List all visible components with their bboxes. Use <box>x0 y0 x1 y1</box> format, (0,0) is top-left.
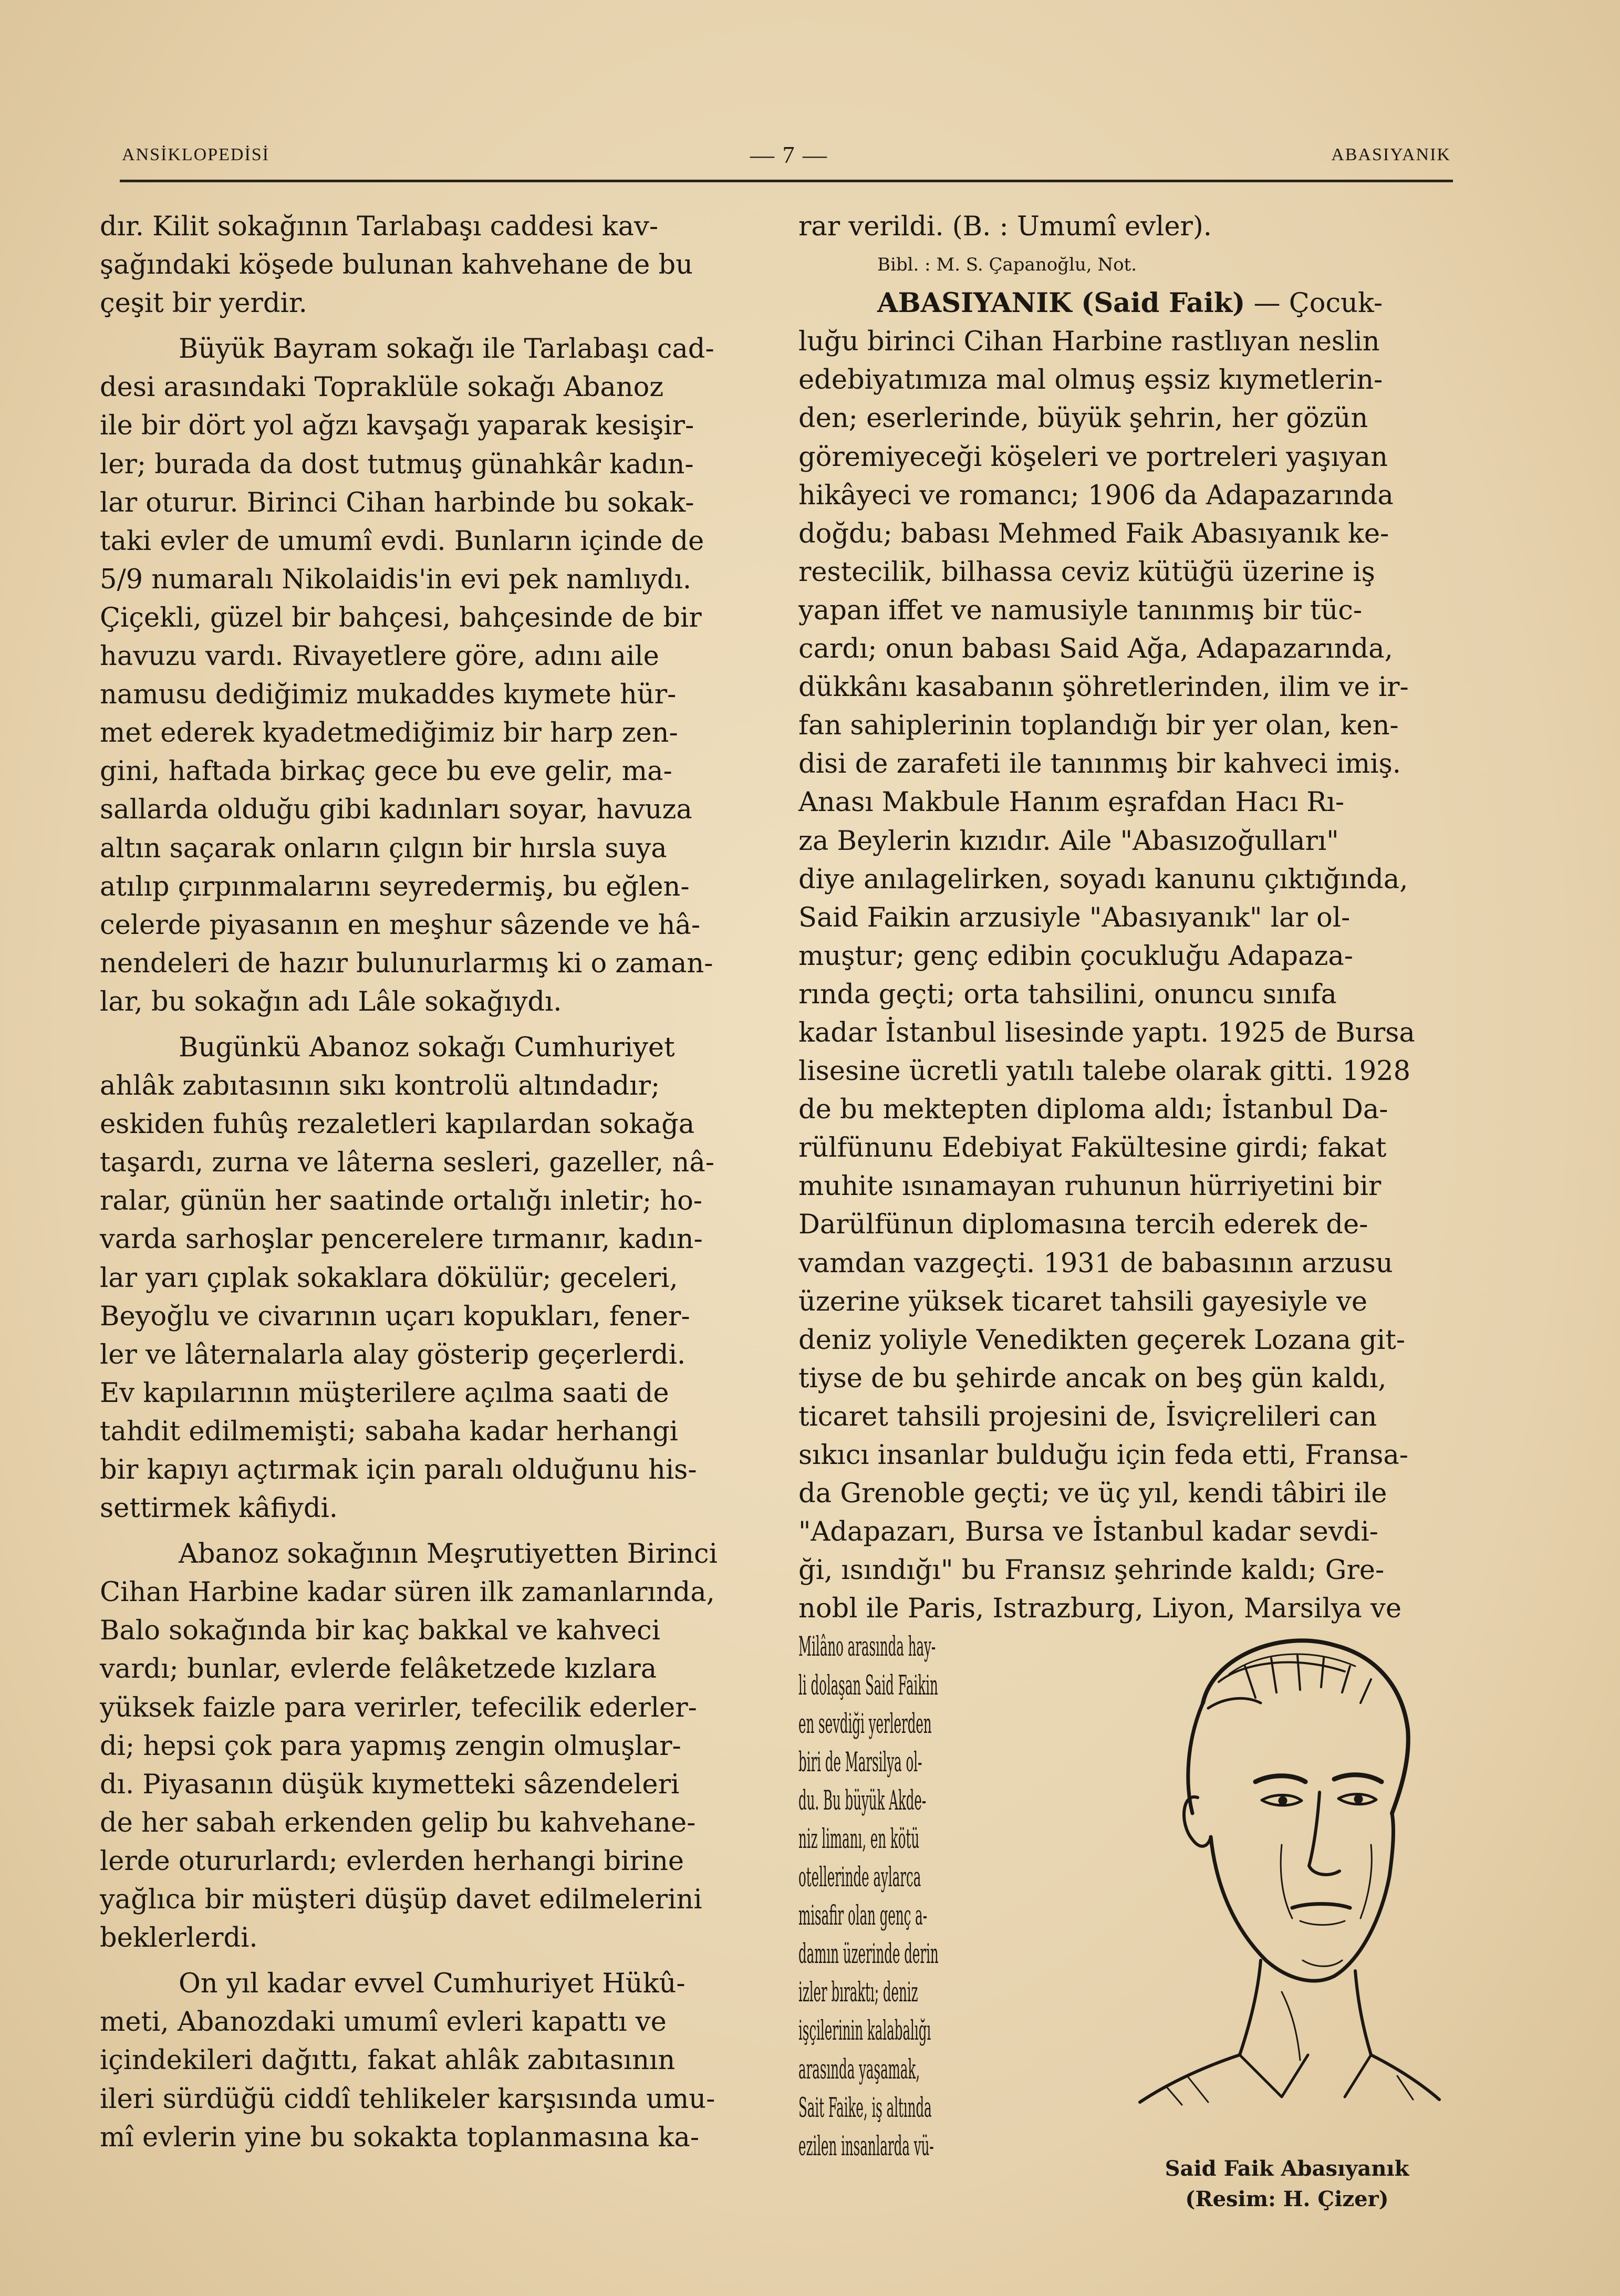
text-line: vamdan vazgeçti. 1931 de babasının arzusu <box>798 1248 1393 1279</box>
text-line: mî evlerin yine bu sokakta toplanmasına ka- <box>100 2122 700 2153</box>
text-line: Balo sokağında bir kaç bakkal ve kahveci <box>100 1615 661 1647</box>
caption-line-credit: (Resim: H. Çizer) <box>1185 2187 1389 2211</box>
entry-first-line <box>798 284 1455 323</box>
text-line: Ev kapılarının müşterilere açılma saati de <box>100 1377 669 1409</box>
text-line: rar verildi. (B. : Umumî evler). <box>798 211 1212 242</box>
text-line: celerde piyasanın en meşhur sâzende ve hâ- <box>100 909 701 941</box>
text-line: tiyse de bu şehirde ancak on beş gün kaldı, <box>798 1363 1387 1394</box>
text-line: arasında yaşamak, <box>798 2054 920 2085</box>
text-line: 5/9 numaralı Nikolaidis'in evi pek namlıydı. <box>100 564 692 595</box>
text-line: lar oturur. Birinci Cihan harbinde bu sokak- <box>100 487 694 518</box>
text-line: namusu dediğimiz mukaddes kıymete hür- <box>100 679 677 711</box>
text-line: edebiyatımıza mal olmuş eşsiz kıymetlerin- <box>798 365 1383 396</box>
text-line: Sait Faike, iş altında <box>798 2092 932 2124</box>
text-line: rında geçti; orta tahsilini, onuncu sınıfa <box>798 979 1337 1010</box>
text-line: lisesine ücretli yatılı talebe olarak gitti. 1928 <box>798 1056 1411 1087</box>
text-line: da Grenoble geçti; ve üç yıl, kendi tâbiri ile <box>798 1478 1387 1510</box>
text-line: restecilik, bilhassa ceviz kütüğü üzerine iş <box>798 556 1375 588</box>
text-line: ileri sürdüğü ciddî tehlikeler karşısında umu- <box>100 2083 715 2115</box>
text-line: muştur; genç edibin çocukluğu Adapaza- <box>798 940 1353 972</box>
text-line: damın üzerinde derin <box>798 1939 939 1970</box>
text-line: ile bir dört yol ağzı kavşağı yaparak kesişir- <box>100 410 694 442</box>
text-line: za Beylerin kızıdır. Aile "Abasızoğulları" <box>798 825 1339 857</box>
text-line: taşardı, zurna ve lâterna sesleri, gazeller, nâ- <box>100 1147 714 1179</box>
text-line: ezilen insanlarda vü- <box>798 2131 934 2162</box>
text-line: izler bıraktı; deniz <box>798 1977 918 2009</box>
entry-first-line-rest: — Çocuk- <box>1245 288 1383 319</box>
text-line: On yıl kadar evvel Cumhuriyet Hükû- <box>179 1968 686 2000</box>
text-line: misafir olan genç a- <box>798 1900 928 1932</box>
text-line: taki evler de umumî evdi. Bunların içinde de <box>100 525 704 557</box>
text-line: ler ve lâternalarla alay gösterip geçerlerdi. <box>100 1339 686 1370</box>
text-line: rülfünunu Edebiyat Fakültesine girdi; fakat <box>798 1133 1387 1164</box>
text-line: yapan iffet ve namusiyle tanınmış bir tüc- <box>798 595 1363 626</box>
text-line: ralar, günün her saatinde ortalığı inletir; ho- <box>100 1186 703 1217</box>
text-line: dükkânı kasabanın şöhretlerinden, ilim ve ir- <box>798 672 1409 703</box>
text-line: muhite ısınamayan ruhunun hürriyetini bir <box>798 1171 1382 1202</box>
text-line: dı. Piyasanın düşük kıymetteki sâzendeleri <box>100 1769 680 1800</box>
text-line: deniz yoliyle Venedikten geçerek Lozana git- <box>798 1324 1405 1356</box>
header-encyclopedia-label: ANSİKLOPEDİSİ <box>122 145 269 164</box>
text-line: nendeleri de hazır bulunurlarmış ki o zaman- <box>100 948 713 979</box>
right-column-top <box>798 207 1455 284</box>
text-line: işçilerinin kalabalığı <box>798 2016 931 2047</box>
text-line: den; eserlerinde, büyük şehrin, her gözün <box>798 403 1368 434</box>
text-line: Darülfünun diplomasına tercih ederek de- <box>798 1209 1368 1241</box>
text-line: ticaret tahsili projesini de, İsviçrelileri can <box>798 1401 1377 1432</box>
text-line: Beyoğlu ve civarının uçarı kopukları, fener- <box>100 1301 690 1332</box>
text-line: ahlâk zabıtasının sıkı kontrolü altındadır; <box>100 1071 660 1102</box>
text-line: beklerlerdi. <box>100 1923 258 1954</box>
text-line: tahdit edilmemişti; sabaha kadar herhangi <box>100 1416 678 1447</box>
text-line: de her sabah erkenden gelip bu kahvehane- <box>100 1807 696 1838</box>
header-rule <box>120 180 1453 182</box>
text-line: yağlıca bir müşteri düşüp davet edilmelerini <box>100 1884 702 1916</box>
text-line: lar yarı çıplak sokaklara dökülür; geceleri, <box>100 1262 678 1294</box>
text-line: lar, bu sokağın adı Lâle sokağıydı. <box>100 986 562 1017</box>
header-entry-label: ABASIYANIK <box>1331 145 1451 164</box>
text-line: hikâyeci ve romancı; 1906 da Adapazarında <box>798 480 1394 511</box>
text-line: Bugünkü Abanoz sokağı Cumhuriyet <box>179 1032 675 1063</box>
text-line: içindekileri dağıttı, fakat ahlâk zabıtasının <box>100 2045 676 2076</box>
text-line: Milâno arasında hay- <box>798 1632 936 1663</box>
running-header <box>122 141 1451 172</box>
text-line: nobl ile Paris, Istrazburg, Liyon, Marsilya ve <box>798 1593 1402 1625</box>
text-line: li dolaşan Said Faikin <box>798 1670 938 1701</box>
text-line: Çiçekli, güzel bir bahçesi, bahçesinde de bir <box>100 602 702 633</box>
text-line: settirmek kâfiydi. <box>100 1493 338 1524</box>
text-line: Büyük Bayram sokağı ile Tarlabaşı cad- <box>179 334 714 365</box>
text-line: de bu mektepten diploma aldı; İstanbul Da- <box>798 1094 1388 1126</box>
text-line: vardı; bunlar, evlerde felâketzede kızlara <box>100 1654 657 1685</box>
text-line: sallarda olduğu gibi kadınları soyar, havuza <box>100 794 692 826</box>
text-line: desi arasındaki Topraklüle sokağı Abanoz <box>100 372 664 403</box>
page-number: — 7 — <box>750 141 828 168</box>
left-column <box>100 207 751 2157</box>
text-line: Said Faikin arzusiyle "Abasıyanık" lar ol- <box>798 902 1351 933</box>
text-line: met ederek kyadetmediğimiz bir harp zen- <box>100 718 678 749</box>
text-line: doğdu; babası Mehmed Faik Abasıyanık ke- <box>798 518 1389 549</box>
text-line: meti, Abanozdaki umumî evleri kapattı ve <box>100 2007 667 2038</box>
portrait-drawing <box>1124 1624 1450 2107</box>
text-line: en sevdiği yerlerden <box>798 1708 932 1740</box>
text-line: çeşit bir yerdir. <box>100 288 307 319</box>
text-line: sıkıcı insanlar bulduğu için feda etti, Fransa- <box>798 1440 1408 1471</box>
text-line: diye anılagelirken, soyadı kanunu çıktığında, <box>798 864 1408 895</box>
text-line: kadar İstanbul lisesinde yaptı. 1925 de Bursa <box>798 1017 1415 1048</box>
entry-heading: ABASIYANIK (Said Faik) <box>877 287 1245 319</box>
text-line: "Adapazarı, Bursa ve İstanbul kadar sevdi- <box>798 1516 1378 1548</box>
text-line: atılıp çırpınmalarını seyredermiş, bu eğlen- <box>100 871 690 902</box>
text-line: üzerine yüksek ticaret tahsili gayesiyle ve <box>798 1286 1368 1317</box>
text-line: havuzu vardı. Rivayetlere göre, adını aile <box>100 641 659 672</box>
text-line: şağındaki köşede bulunan kahvehane de bu <box>100 250 693 281</box>
text-line: bir kapıyı açtırmak için paralı olduğunu his- <box>100 1455 697 1485</box>
text-line: yüksek faizle para verirler, tefecilik ederler- <box>100 1692 697 1723</box>
text-line: eskiden fuhûş rezaletleri kapılardan sokağa <box>100 1109 695 1140</box>
portrait-caption <box>1119 2154 1455 2215</box>
text-line: Anası Makbule Hanım eşrafdan Hacı Rı- <box>798 787 1345 818</box>
text-line: gini, haftada birkaç gece bu eve gelir, ma- <box>100 756 672 787</box>
bibliography-line: Bibl. : M. S. Çapanoğlu, Not. <box>877 254 1137 276</box>
text-line: altın saçarak onların çılgın bir hırsla suya <box>100 833 667 864</box>
text-line: niz limanı, en kötü <box>798 1823 920 1855</box>
text-line: du. Bu büyük Akde- <box>798 1785 927 1816</box>
caption-line-name: Said Faik Abasıyanık <box>1165 2156 1409 2181</box>
text-line: otellerinde aylarca <box>798 1862 921 1894</box>
text-line: di; hepsi çok para yapmış zengin olmuşlar- <box>100 1730 681 1762</box>
text-line: Cihan Harbine kadar süren ilk zamanlarında, <box>100 1577 715 1608</box>
text-line: varda sarhoşlar pencerelere tırmanır, kadın- <box>100 1224 703 1255</box>
text-line: lerde otururlardı; evlerden herhangi birine <box>100 1845 684 1877</box>
text-line: luğu birinci Cihan Harbine rastlıyan neslin <box>798 326 1380 358</box>
text-line: ği, ısındığı" bu Fransız şehrinde kaldı; Gre- <box>798 1555 1385 1586</box>
text-line: ler; burada da dost tutmuş günahkâr kadın- <box>100 449 694 480</box>
text-line: göremiyeceği köşeleri ve portreleri yaşıyan <box>798 441 1388 473</box>
text-line: cardı; onun babası Said Ağa, Adapazarında, <box>798 633 1393 665</box>
text-line: fan sahiplerinin toplandığı bir yer olan, ken- <box>798 710 1399 742</box>
text-line: disi de zarafeti ile tanınmış bir kahveci imiş. <box>798 749 1401 780</box>
text-line: dır. Kilit sokağının Tarlabaşı caddesi kav- <box>100 211 659 242</box>
text-line: biri de Marsilya ol- <box>798 1747 922 1778</box>
text-line: Abanoz sokağının Meşrutiyetten Birinci <box>179 1539 718 1570</box>
